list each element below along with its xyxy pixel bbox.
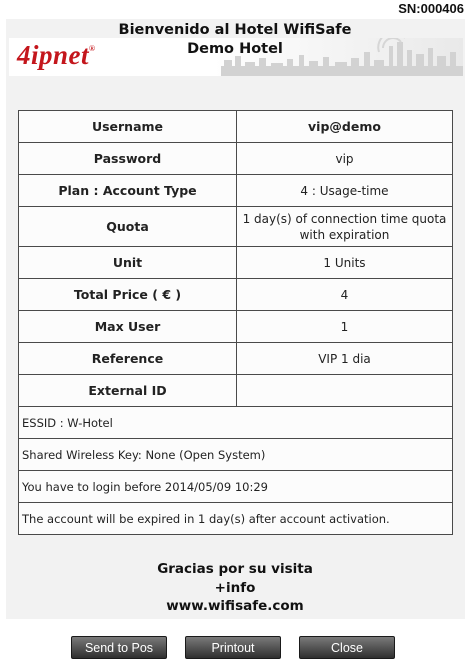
hotel-name: Demo Hotel xyxy=(187,41,283,57)
welcome-title: Bienvenido al Hotel WifiSafe xyxy=(118,22,352,38)
more-info-text: +info xyxy=(214,580,256,596)
table-row xyxy=(19,375,453,407)
table-row xyxy=(19,471,453,503)
quota-value: 1 day(s) of connection time quota with expiration xyxy=(237,207,453,247)
table-row xyxy=(19,343,453,375)
website-text: www.wifisafe.com xyxy=(166,598,304,614)
table-row xyxy=(19,503,453,535)
password-value: vip xyxy=(237,143,453,175)
login-deadline-note: You have to login before 2014/05/09 10:29 xyxy=(19,471,453,503)
table-row xyxy=(19,143,453,175)
printout-button[interactable]: Printout xyxy=(185,636,281,659)
table-row xyxy=(19,279,453,311)
wireless-key-note: Shared Wireless Key: None (Open System) xyxy=(19,439,453,471)
row-label: Max User xyxy=(19,311,237,343)
row-label: Total Price ( € ) xyxy=(19,279,237,311)
serial-number: SN:000406 xyxy=(398,1,464,16)
table-row xyxy=(19,207,453,247)
row-label: Plan : Account Type xyxy=(19,175,237,207)
row-label: Username xyxy=(19,111,237,143)
table-row xyxy=(19,311,453,343)
send-to-pos-button[interactable]: Send to Pos xyxy=(71,636,167,659)
plan-value: 4 : Usage-time xyxy=(237,175,453,207)
external-id-value xyxy=(237,375,453,407)
table-row xyxy=(19,247,453,279)
total-price-value: 4 xyxy=(237,279,453,311)
row-label: Reference xyxy=(19,343,237,375)
essid-note: ESSID : W-Hotel xyxy=(19,407,453,439)
account-info-table xyxy=(18,110,453,535)
row-label: Password xyxy=(19,143,237,175)
max-user-value: 1 xyxy=(237,311,453,343)
expiration-note: The account will be expired in 1 day(s) after account activation. xyxy=(19,503,453,535)
row-label: Unit xyxy=(19,247,237,279)
row-label: External ID xyxy=(19,375,237,407)
close-button[interactable]: Close xyxy=(299,636,395,659)
unit-value: 1 Units xyxy=(237,247,453,279)
table-row xyxy=(19,439,453,471)
table-row xyxy=(19,407,453,439)
table-row xyxy=(19,111,453,143)
table-row xyxy=(19,175,453,207)
brand-logo: 4ipnet® xyxy=(17,40,96,70)
row-label: Quota xyxy=(19,207,237,247)
username-value: vip@demo xyxy=(237,111,453,143)
thank-you-text: Gracias por su visita xyxy=(157,561,313,577)
reference-value: VIP 1 dia xyxy=(237,343,453,375)
